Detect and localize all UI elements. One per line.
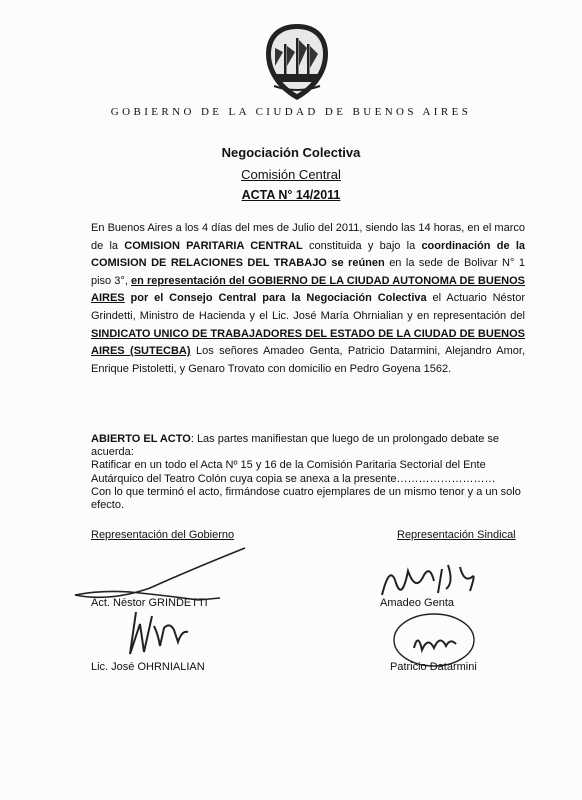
government-header: GOBIERNO DE LA CIUDAD DE BUENOS AIRES xyxy=(110,106,472,118)
signatory-ohrnialian: Lic. José OHRNIALIAN xyxy=(91,661,205,673)
signatory-grindetti: Act. Néstor GRINDETTI xyxy=(91,597,208,609)
signatory-genta: Amadeo Genta xyxy=(380,597,454,609)
government-representation-title: Representación del Gobierno xyxy=(91,529,235,541)
closing-paragraph: Con lo que terminó el acto, firmándose cuatro ejemplares de un mismo tenor y a un solo efecto. xyxy=(91,485,521,512)
acta-number: ACTA N° 14/2011 xyxy=(241,188,341,202)
union-representation-title: Representación Sindical xyxy=(397,529,516,541)
city-seal-logo xyxy=(262,22,332,102)
document-title: Negociación Colectiva xyxy=(221,145,361,160)
document-subtitle: Comisión Central xyxy=(241,167,341,182)
agreement-section: ABIERTO EL ACTO: Las partes manifiestan que luego de un prolongado debate se acuerda: Ratificar en un todo el Acta Nº 15 y 16 de la Comisión Paritaria Sectorial del Ente Autárquico del Teatro Colón cuya copia se anexa a la presente……………………… Con lo que terminó el acto, firmándose cuatro ejemplares de un mismo tenor y a un solo efecto. xyxy=(91,433,533,512)
ratification-paragraph: Ratificar en un todo el Acta Nº 15 y 16 de la Comisión Paritaria Sectorial del Ente Autárquico del Teatro Colón cuya copia se anexa a la presente……………………… xyxy=(91,459,496,485)
main-paragraph: En Buenos Aires a los 4 días del mes de Julio del 2011, siendo las 14 horas, en el marco de la COMISION PARITARIA CENTRAL constituida y bajo la coordinación de la COMISION DE RELACIONES DEL TRABAJO se reúnen en la sede de Bolivar N° 1 piso 3°, en representación del GOBIERNO DE LA CIUDAD AUTONOMA DE BUENOS AIRES por el Consejo Central para la Negociación Colectiva el Actuario Néstor Grindetti, Ministro de Hacienda y el Lic. José María Ohrnialian y en representación del SINDICATO UNICO DE TRABAJADORES DEL ESTADO DE LA CIUDAD DE BUENOS AIRES (SUTECBA) Los señores Amadeo Genta, Patricio Datarmini, Alejandro Amor, Enrique Pistoletti, y Genaro Trovato con domicilio en Pedro Goyena 1562. xyxy=(91,222,526,375)
signatory-datarmini: Patricio Datarmini xyxy=(390,661,477,673)
ohrnialian-signature xyxy=(118,604,198,660)
